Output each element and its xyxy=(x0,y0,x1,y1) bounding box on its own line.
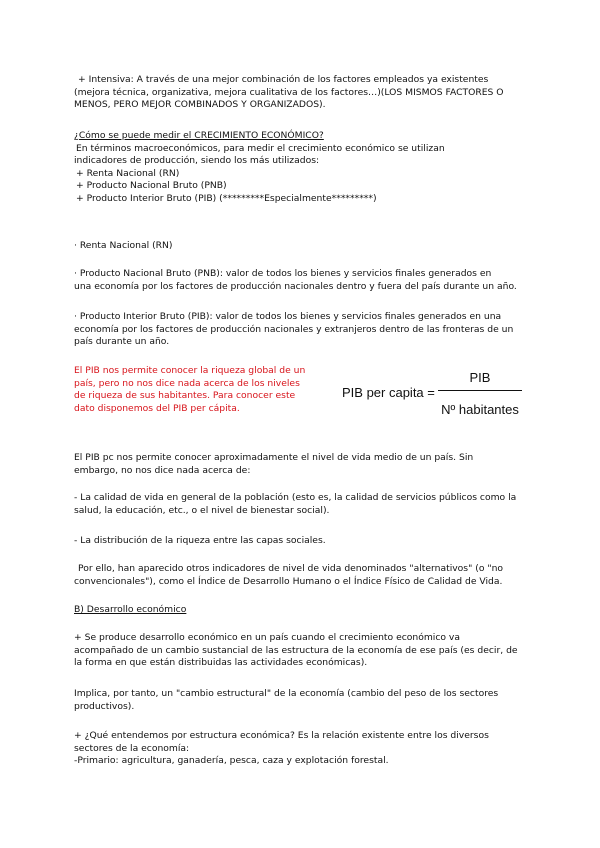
text-line: Implica, por tanto, un "cambio estructural" de la economía (cambio del peso de los sectores xyxy=(74,688,499,699)
text-line: salud, la educación, etc., o el nivel de bienestar social). xyxy=(74,504,330,516)
section-heading: ¿Cómo se puede medir el CRECIMIENTO ECONÓMICO? xyxy=(74,130,324,141)
list-item: + Producto Interior Bruto (PIB) (*********Especialmente*********) xyxy=(76,192,377,204)
pib-paragraph xyxy=(74,311,530,349)
pnb-paragraph xyxy=(74,268,530,293)
text-line: país durante un año. xyxy=(74,336,170,347)
text-line: Por ello, han aparecido otros indicadores de nivel de vida denominados "alternativos" (o "no xyxy=(78,563,504,574)
fraction-bar xyxy=(438,390,522,391)
text-line: embargo, no nos dice nada acerca de: xyxy=(74,464,251,476)
pib-note-red xyxy=(74,365,314,415)
text-line: · Renta Nacional (RN) xyxy=(74,240,173,251)
distribucion-paragraph xyxy=(74,535,530,548)
text-line: convencionales"), como el Índice de Desarrollo Humano o el Índice Físico de Calidad de Vida. xyxy=(74,575,503,587)
calidad-paragraph xyxy=(74,492,530,517)
desarrollo-heading-block xyxy=(74,604,530,617)
text-line: · Producto Interior Bruto (PIB): valor de todos los bienes y servicios finales generados en una xyxy=(74,311,502,322)
text-line: + Intensiva: A través de una mejor combinación de los factores empleados ya existentes xyxy=(78,74,489,85)
renta-paragraph xyxy=(74,240,530,253)
text-line: MENOS, PERO MEJOR COMBINADOS Y ORGANIZADOS). xyxy=(74,99,326,110)
text-line: economía por los factores de producción nacionales y extranjeros dentro de las fronteras de un xyxy=(74,323,514,335)
text-line: + ¿Qué entendemos por estructura económica? Es la relación existente entre los diversos xyxy=(74,730,489,741)
pib-per-capita-formula xyxy=(326,360,526,422)
list-item: + Producto Nacional Bruto (PNB) xyxy=(76,180,227,191)
list-item: + Renta Nacional (RN) xyxy=(76,167,180,179)
text-line: de riqueza de sus habitantes. Para conocer este xyxy=(74,390,296,401)
text-line: El PIB pc nos permite conocer aproximadamente el nivel de vida medio de un país. Sin xyxy=(74,452,474,463)
formula-numerator: PIB xyxy=(469,370,491,385)
text-line: país, pero no nos dice nada acerca de los niveles xyxy=(74,377,300,389)
alternativos-paragraph xyxy=(74,563,530,588)
pib-pc-paragraph xyxy=(74,452,530,477)
medir-section xyxy=(74,130,530,205)
text-line: dato disponemos del PIB per cápita. xyxy=(74,402,240,414)
text-line: acompañado de un cambio sustancial de las estructura de la economía de ese país (es decir, de xyxy=(74,644,518,656)
implica-paragraph xyxy=(74,688,530,713)
section-heading: B) Desarrollo económico xyxy=(74,604,187,615)
list-item: -Primario: agricultura, ganadería, pesca, caza y explotación forestal. xyxy=(74,755,389,766)
intensiva-paragraph xyxy=(74,74,530,112)
text-line: (mejora técnica, organizativa, mejora cualitativa de los factores…)(LOS MISMOS FACTORES O xyxy=(74,86,504,98)
text-line: indicadores de producción, siendo los más utilizados: xyxy=(74,155,320,166)
text-line: - La distribución de la riqueza entre las capas sociales. xyxy=(74,535,326,546)
text-line: + Se produce desarrollo económico en un país cuando el crecimiento económico va xyxy=(74,632,460,643)
text-line: El PIB nos permite conocer la riqueza global de un xyxy=(74,365,306,376)
text-line: - La calidad de vida en general de la población (esto es, la calidad de servicios públicos como la xyxy=(74,492,517,503)
formula-denominator: Nº habitantes xyxy=(441,402,519,417)
text-line: la forma en que están distribuidas las actividades económicas). xyxy=(74,657,368,668)
text-line: una economía por los factores de producción nacionales dentro y fuera del país durante un año. xyxy=(74,280,517,292)
text-line: En términos macroeconómicos, para medir el crecimiento económico se utilizan xyxy=(76,142,445,154)
estructura-paragraph xyxy=(74,730,530,768)
text-line: productivos). xyxy=(74,700,135,712)
se-produce-paragraph xyxy=(74,632,530,670)
text-line: · Producto Nacional Bruto (PNB): valor de todos los bienes y servicios finales generados en xyxy=(74,268,492,279)
text-line: sectores de la economía: xyxy=(74,742,190,754)
formula-lhs: PIB per capita = xyxy=(342,385,435,400)
